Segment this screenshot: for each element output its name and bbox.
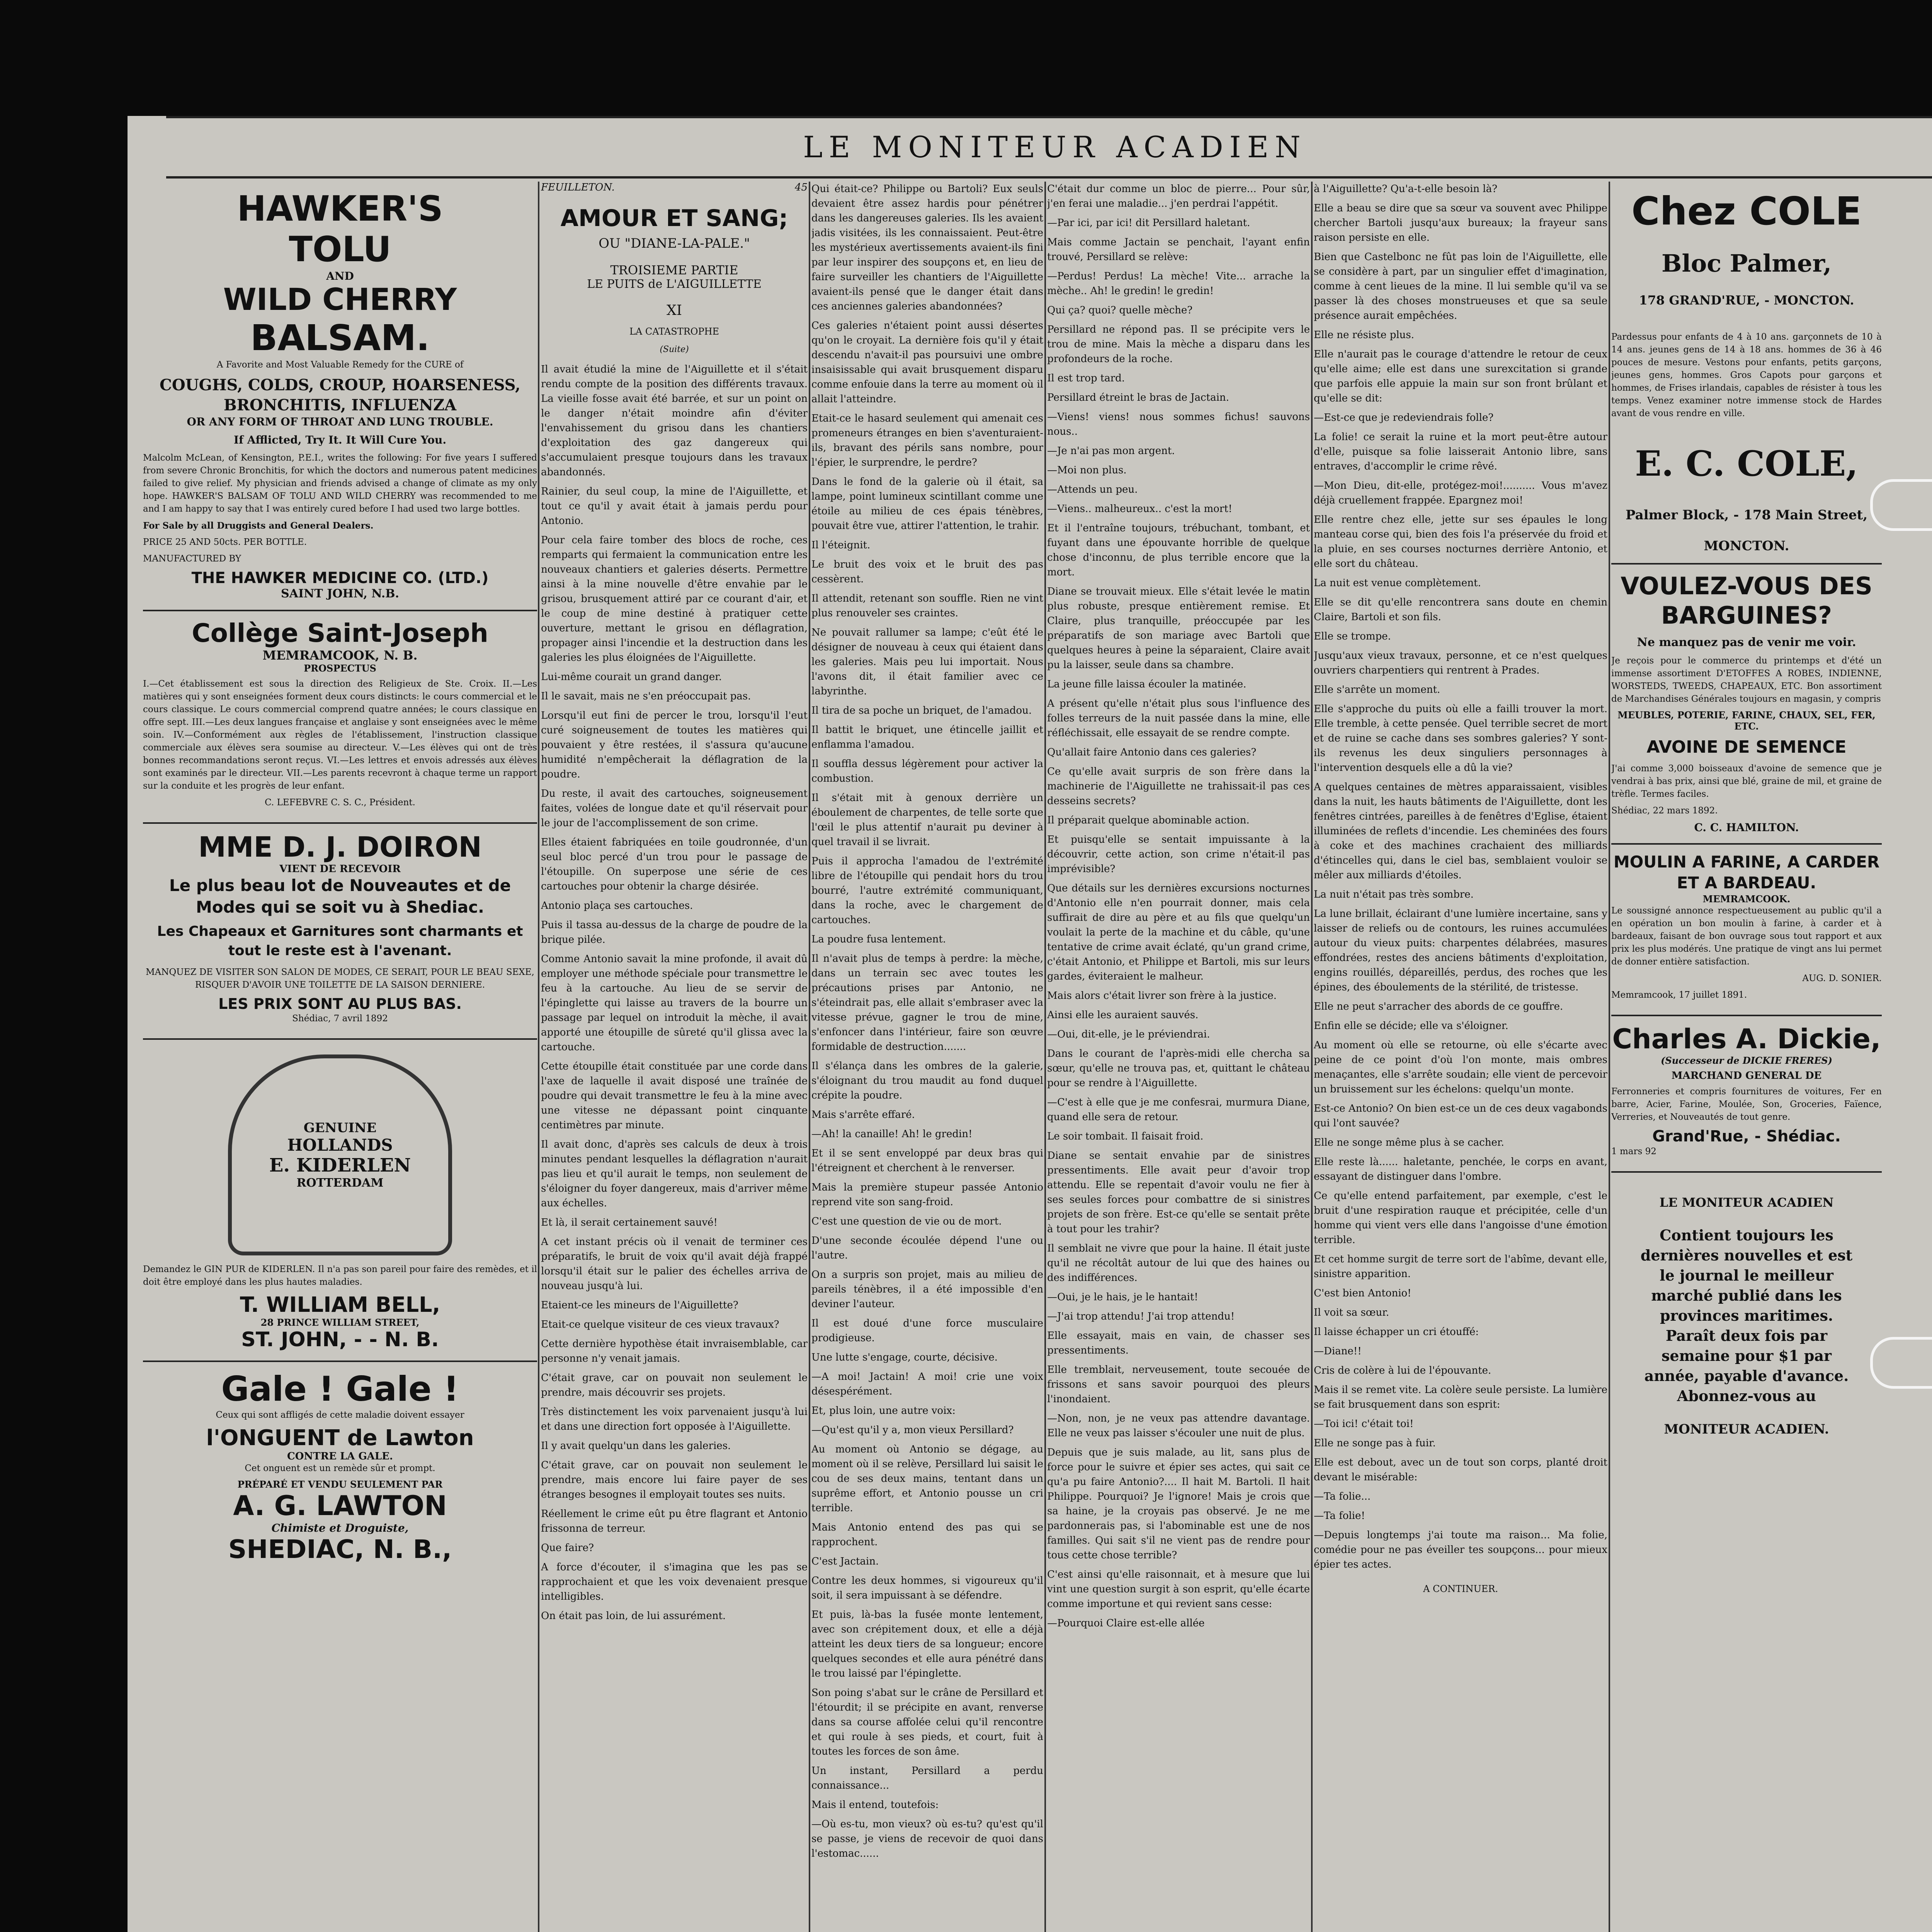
story-paragraph: Mais la première stupeur passée Antonio reprend vite son sang-froid. bbox=[811, 1182, 1043, 1208]
story-paragraph: Etaient-ce les mineurs de l'Aiguillette? bbox=[541, 1299, 738, 1311]
story-paragraph: Il avait donc, d'après ses calculs de deux à trois minutes pendant lesquelles la déflagration n'aurait pas lieu et qu'il aurait le temps, non seulement de s'éloigner du foyer dangereux, mais d'arriver même aux échelles. bbox=[541, 1139, 808, 1209]
story-paragraph: Persillard étreint le bras de Jactain. bbox=[1047, 392, 1229, 403]
story-paragraph: Diane se sentait envahie par de sinistres pressentiments. Elle avait peur d'avoir trop attendu. Elle se repentait d'avoir voulu ne fier à ses seules forces pour combattre de si sinistres projets de son frère. Est-ce qu'elle se sentait prête à tout pour les trahir? bbox=[1047, 1150, 1310, 1235]
moniteur-title2: MONITEUR ACADIEN. bbox=[1664, 1422, 1829, 1437]
college-prospectus: PROSPECTUS bbox=[304, 663, 376, 674]
story-paragraph: Il battit le briquet, une étincelle jaillit et enflamma l'amadou. bbox=[811, 724, 1043, 750]
gin-addr: 28 PRINCE WILLIAM STREET, bbox=[260, 1317, 420, 1328]
masthead: LE MONITEUR ACADIEN bbox=[166, 116, 1932, 179]
dickie-ad bbox=[1611, 1016, 1882, 1173]
story-text bbox=[811, 182, 1043, 1861]
story-paragraph: La poudre fusa lentement. bbox=[811, 934, 946, 945]
dickie-body: Ferronneries et compris fournitures de voitures, Fer en barre, Acier, Farine, Moulée, Son, Groceries, Faïence, Verreries, et Nouveautés de tout genre. bbox=[1611, 1087, 1882, 1122]
story-paragraph: Rainier, du seul coup, la mine de l'Aiguillette, et tout ce qu'il y avait était à jamais perdu pour Antonio. bbox=[541, 486, 808, 527]
story-paragraph: C'était grave, car on pouvait non seulement le prendre, mais découvrir ses projets. bbox=[541, 1372, 808, 1398]
doiron-ad bbox=[143, 824, 537, 1040]
story-paragraph: Elle reste là...... haletante, penchée, le corps en avant, essayant de distinguer dans l'ombre. bbox=[1314, 1156, 1607, 1182]
cole-t1: Chez COLE bbox=[1631, 189, 1862, 234]
story-paragraph: —Oui, je le hais, je le hantait! bbox=[1047, 1291, 1198, 1303]
barg-date: Shédiac, 22 mars 1892. bbox=[1611, 806, 1718, 816]
story-paragraph: Et il l'entraîne toujours, trébuchant, tombant, et fuyant dans une épouvante horrible de quelque chose d'inconnu, de plus terrible encore que la mort. bbox=[1047, 522, 1310, 578]
feuilleton-column bbox=[1314, 182, 1607, 1932]
doiron-l3: MANQUEZ DE VISITER SON SALON DE MODES, CE SERAIT, POUR LE BEAU SEXE, RISQUER D'AVOIR UNE TOILETTE DE LA SAISON DERNIERE. bbox=[146, 967, 534, 990]
logo-hollands: HOLLANDS bbox=[287, 1136, 393, 1155]
story-paragraph: Elle se trompe. bbox=[1314, 631, 1391, 642]
hawker-mfd: MANUFACTURED BY bbox=[143, 554, 242, 564]
story-paragraph: Très distinctement les voix parvenaient jusqu'à lui et dans une direction fort opposée à l'Aiguillette. bbox=[541, 1406, 808, 1432]
story-paragraph: Etait-ce quelque visiteur de ces vieux travaux? bbox=[541, 1319, 779, 1330]
story-paragraph: —Toi ici! c'était toi! bbox=[1314, 1418, 1414, 1430]
dickie-role: MARCHAND GENERAL DE bbox=[1671, 1070, 1822, 1082]
hawker-title1: HAWKER'S bbox=[237, 189, 443, 229]
story-paragraph: Au moment où elle se retourne, où elle s'écarte avec peine de ce point d'où l'on monte, mais ombres menaçantes, elle s'arrête soudain; elle vient de percevoir un bruissement sur les échelons: quelqu'un monte. bbox=[1314, 1039, 1607, 1095]
story-paragraph: Elle ne songe pas à fuir. bbox=[1314, 1437, 1436, 1449]
story-paragraph: Elle ne songe même plus à se cacher. bbox=[1314, 1137, 1504, 1148]
story-paragraph: Il le savait, mais ne s'en préoccupait pas. bbox=[541, 690, 751, 702]
feuilleton-column bbox=[1047, 182, 1310, 1932]
story-paragraph: —Ta folie! bbox=[1314, 1510, 1365, 1522]
story-paragraph: D'une seconde écoulée dépend l'une ou l'autre. bbox=[811, 1235, 1043, 1261]
story-paragraph: Il est doué d'une force musculaire prodigieuse. bbox=[811, 1318, 1043, 1344]
story-paragraph: Ce qu'elle entend parfaitement, par exemple, c'est le bruit d'une respiration rauque et précipitée, celle d'un homme qui vient vers elle dans l'angoisse d'une émotion terrible. bbox=[1314, 1190, 1607, 1246]
story-paragraph: Elle n'aurait pas le courage d'attendre le retour de ceux qu'elle aime; elle est dans une surexcitation si grande que parfois elle appuie la main sur son front brûlant et qu'elle se dit: bbox=[1314, 349, 1607, 404]
barg-avoine: AVOINE DE SEMENCE bbox=[1646, 737, 1847, 757]
barguines-ad bbox=[1611, 565, 1882, 845]
kiderlen-heart-logo bbox=[228, 1054, 452, 1255]
story-paragraph: —Je n'ai pas mon argent. bbox=[1047, 445, 1175, 457]
story-paragraph: Elle s'approche du puits où elle a failli trouver la mort. Elle tremble, à cette pensée. Quel terrible secret de mort et de ruine se cache dans ses sombres galeries? Y sont-ils revenus les deux singuliers personnages à l'intervention desquels elle a dû la vie? bbox=[1314, 703, 1607, 774]
story-paragraph: Elle essayait, mais en vain, de chasser ses pressentiments. bbox=[1047, 1330, 1310, 1356]
story-paragraph: Et cet homme surgit de terre sort de l'abîme, devant elle, sinistre apparition. bbox=[1314, 1253, 1607, 1280]
story-paragraph: Il tira de sa poche un briquet, de l'amadou. bbox=[811, 705, 1032, 716]
moulin-body: Le soussigné annonce respectueusement au public qu'il a en opération un bon moulin à farine, à carder et à bardeaux, faisant de bon ouvrage sous tout rapport et aux prix les plus modérés. Une pratique de vingt ans lui permet de donner entière satisfaction. bbox=[1611, 906, 1882, 967]
story-paragraph: —C'est à elle que je me confesrai, murmura Diane, quand elle sera de retour. bbox=[1047, 1097, 1310, 1123]
story-paragraph: Son poing s'abat sur le crâne de Persillard et l'étourdit; il se précipite en avant, renverse dans sa course affolée celui qu'il rencontre et qui roule à ses pieds, et court, fuit à toutes les forces de son âme. bbox=[811, 1687, 1043, 1757]
story-paragraph: Dans le courant de l'après-midi elle chercha sa sœur, qu'elle ne trouva pas, et, quittant le château pour se rendre à l'Aiguillette. bbox=[1047, 1048, 1310, 1089]
moniteur-title: LE MONITEUR ACADIEN bbox=[1659, 1195, 1834, 1210]
story-paragraph: On était pas loin, de lui assurément. bbox=[541, 1610, 726, 1622]
column-rule bbox=[1311, 182, 1313, 1932]
cole-addr: Palmer Block, - 178 Main Street, bbox=[1625, 507, 1868, 523]
story-paragraph: à l'Aiguillette? Qu'a-t-elle besoin là? bbox=[1314, 183, 1498, 195]
story-paragraph: Il n'avait plus de temps à perdre: la mèche, dans un terrain sec avec toutes les précautions prises par Antonio, ne s'éteindrait pas, elle allait s'embraser avec la vitesse prévue, gagner le trou de mine, s'enfoncer dans l'intérieur, faire son œuvre formidable de destruction....... bbox=[811, 953, 1043, 1053]
hawker-and: AND bbox=[326, 270, 354, 282]
story-paragraph: Du reste, il avait des cartouches, soigneusement faites, volées de longue date et qu'il réservait pour le jour de l'accomplissement de son crime. bbox=[541, 788, 808, 829]
story-paragraph: —J'ai trop attendu! J'ai trop attendu! bbox=[1047, 1311, 1235, 1322]
story-paragraph: Il semblait ne vivre que pour la haine. Il était juste qu'il ne récoltât autour de lui que des haines ou des indifférences. bbox=[1047, 1243, 1310, 1284]
story-paragraph: A présent qu'elle n'était plus sous l'influence des folles terreurs de la nuit passée dans la mine, elle réfléchissait, elle essayait de se rendre compte. bbox=[1047, 698, 1310, 739]
gale-role: Chimiste et Droguiste, bbox=[271, 1522, 409, 1534]
story-title: AMOUR ET SANG; bbox=[560, 205, 788, 232]
story-paragraph: Comme Antonio savait la mine profonde, il avait dû employer une méthode spéciale pour transmettre le feu à la cartouche. Au lieu de se servir de l'épinglette qui laisse au travers de la bourre un passage par lequel on introduit la mèche, il avait apporté une étoupille de sûreté qu'il glissa avec la cartouche. bbox=[541, 953, 808, 1053]
doiron-l2: Les Chapeaux et Garnitures sont charmants et tout le reste est à l'avenant. bbox=[157, 923, 523, 959]
story-paragraph: Il s'élança dans les ombres de la galerie, s'éloignant du trou maudit au fond duquel crépite la poudre. bbox=[811, 1060, 1043, 1101]
story-paragraph: Est-ce Antonio? On bien est-ce un de ces deux vagabonds qui l'ont sauvée? bbox=[1314, 1103, 1607, 1129]
dickie-addr: Grand'Rue, - Shédiac. bbox=[1652, 1128, 1841, 1145]
story-paragraph: Jusqu'aux vieux travaux, personne, et ce n'est quelques ouvriers charpentiers qui rentrent à Prades. bbox=[1314, 650, 1607, 676]
story-paragraph: C'était grave, car on pouvait non seulement le prendre, mais encore lui faire payer de ses étranges besognes il employait toutes ses nuits. bbox=[541, 1459, 808, 1500]
story-text bbox=[1047, 182, 1310, 1631]
story-paragraph: Le bruit des voix et le bruit des pas cessèrent. bbox=[811, 559, 1043, 585]
chapter-title: LA CATASTROPHE bbox=[629, 326, 719, 337]
hawker-testimony: Malcolm McLean, of Kensington, P.E.I., writes the following: For five years I suffered from severe Chronic Bronchitis, for which the doctors and numerous patent medicines failed to give relief. My physician and friends advised a change of climate as my only hope. HAWKER'S BALSAM OF TOLU AND WILD CHERRY was recommended to me and I am happy to say that I was entirely cured before I had used two large bottles. bbox=[143, 453, 537, 514]
story-paragraph: La folie! ce serait la ruine et la mort peut-être autour d'elle, puisque sa folie laisserait Antonio libre, sans entraves, d'accomplir le crime rêvé. bbox=[1314, 431, 1607, 472]
hawker-sale: For Sale by all Druggists and General Dealers. bbox=[143, 520, 374, 531]
cole-ad bbox=[1611, 182, 1882, 565]
moulin-place: MEMRAMCOOK. bbox=[1702, 893, 1791, 905]
continuer-note: A CONTINUER. bbox=[1423, 1583, 1498, 1594]
cole-t3: 178 GRAND'RUE, - MONCTON. bbox=[1639, 293, 1854, 308]
story-paragraph: A cet instant précis où il venait de terminer ces préparatifs, le bruit de voix qu'il avait déjà frappé lorsqu'il était sur le palier des échelles arriva de nouveau jusqu'à lui. bbox=[541, 1236, 808, 1292]
barg-title: VOULEZ-VOUS DES BARGUINES? bbox=[1621, 572, 1872, 629]
story-paragraph: Cette dernière hypothèse était invraisemblable, car personne n'y venait jamais. bbox=[541, 1338, 808, 1364]
story-paragraph: Et là, il serait certainement sauvé! bbox=[541, 1217, 718, 1228]
college-ad bbox=[143, 611, 537, 824]
barg-items: MEUBLES, POTERIE, FARINE, CHAUX, SEL, FER, ETC. bbox=[1617, 709, 1876, 732]
story-paragraph: Mais alors c'était livrer son frère à la justice. bbox=[1047, 990, 1277, 1002]
moulin-title: MOULIN A FARINE, A CARDER ET A BARDEAU. bbox=[1613, 852, 1880, 892]
story-paragraph: —Ah! la canaille! Ah! le gredin! bbox=[811, 1128, 973, 1140]
story-paragraph: Bien que Castelbonc ne fût pas loin de l'Aiguillette, elle se considère à part, par un singulier effet d'imagination, comme à cent lieues de la mine. Il lui semble qu'il va se passer là des choses monstrueuses et que sa seule présence aurait empêchées. bbox=[1314, 251, 1607, 321]
story-paragraph: Ces galeries n'étaient point aussi désertes qu'on le croyait. La dernière fois qu'il y était descendu n'avait-il pas poursuivi une ombre insaisissable qui avait brusquement disparu comme enfouie dans la terre au moment où il allait l'atteindre. bbox=[811, 320, 1043, 405]
story-paragraph: —Attends un peu. bbox=[1047, 484, 1138, 495]
story-paragraph: Au moment où Antonio se dégage, au moment où il se relève, Persillard lui saisit le cou de ses deux mains, tentant dans un suprême effort, et Antonio pousse un cri terrible. bbox=[811, 1444, 1043, 1514]
story-paragraph: Il l'éteignit. bbox=[811, 539, 871, 551]
story-paragraph: C'est ainsi qu'elle raisonnait, et à mesure que lui vint une question surgit à son esprit, qu'elle écarte comme importune et qui revient sans cesse: bbox=[1047, 1569, 1310, 1610]
story-subtitle: OU "DIANE-LA-PALE." bbox=[599, 236, 750, 251]
story-paragraph: Un instant, Persillard a perdu connaissance... bbox=[811, 1765, 1043, 1791]
story-paragraph: —Diane!! bbox=[1314, 1345, 1362, 1357]
story-paragraph: Puis il tassa au-dessus de la charge de poudre de la brique pilée. bbox=[541, 919, 808, 946]
college-body: I.—Cet établissement est sous la direction des Religieux de Ste. Croix. II.—Les matières qui y sont enseignées forment deux cours distincts: le cours commercial et le cours classique. Le cours commercial comprend quatre années; le cours classique en offre sept. III.—Les deux langues française et anglaise y sont enseignées avec le même soin. IV.—Conformément aux règles de l'établissement, l'instruction classique commerciale aux élèves sera soumise au directeur. V.—Les élèves qui ont de très bonnes recommandations seront reçus. VI.—Les lettres et envois adressés aux élèves sont examinés par le directeur. VII.—Les parents recevront à chaque terme un rapport sur la conduite et les progrès de leur enfant. bbox=[143, 679, 537, 791]
story-paragraph: —A moi! Jactain! A moi! crie une voix désespérément. bbox=[811, 1371, 1043, 1397]
cole-body: Pardessus pour enfants de 4 à 10 ans. garçonnets de 10 à 14 ans. jeunes gens de 14 à 18 ans. hommes de 36 à 46 pouces de mesure. Vestons pour enfants, petits garçons, jeunes gens, hommes. Gros Capots pour garçons et hommes, de Frises irlandais, capables de résister à tous les temps. Venez examiner notre immense stock de Hardes avant de vous rendre en ville. bbox=[1611, 332, 1882, 418]
barg-body: Je reçois pour le commerce du printemps et d'été un immense assortiment D'ETOFFES A ROBES, INDIENNE, WORSTEDS, TWEEDS, CHAPEAUX, ETC. Bon assortiment de Marchandises Générales toujours en magasin, y compris bbox=[1611, 656, 1882, 704]
hawker-ad bbox=[143, 182, 537, 611]
story-paragraph: Il préparait quelque abominable action. bbox=[1047, 815, 1250, 826]
story-paragraph: Persillard ne répond pas. Il se précipite vers le trou de mine. Mais la mèche a disparu dans les profondeurs de la roche. bbox=[1047, 324, 1310, 365]
hawker-sub: A Favorite and Most Valuable Remedy for the CURE of bbox=[216, 360, 464, 370]
story-paragraph: C'est une question de vie ou de mort. bbox=[811, 1216, 1002, 1227]
story-paragraph: Elle a beau se dire que sa sœur va souvent avec Philippe chercher Bartoli jusqu'aux bureaux; la frayeur sans raison persiste en elle. bbox=[1314, 202, 1607, 243]
story-paragraph: Il est trop tard. bbox=[1047, 372, 1125, 384]
binder-ring bbox=[1870, 479, 1932, 531]
story-paragraph: Lorsqu'il eut fini de percer le trou, lorsqu'il l'eut curé soigneusement de toutes les matières qui pouvaient y être restées, il s'assura qu'aucune humidité n'empêcherait la déflagration de la poudre. bbox=[541, 710, 808, 780]
binder-ring bbox=[1870, 1337, 1932, 1389]
doiron-recv: VIENT DE RECEVOIR bbox=[279, 863, 401, 875]
story-paragraph: La nuit est venue complètement. bbox=[1314, 577, 1481, 589]
story-paragraph: —Mon Dieu, dit-elle, protégez-moi!.......... Vous m'avez déjà cruellement frappée. Epargnez moi! bbox=[1314, 480, 1607, 506]
story-paragraph: Lui-même courait un grand danger. bbox=[541, 671, 722, 683]
column-rule bbox=[1044, 182, 1046, 1932]
story-paragraph: Il s'était mit à genoux derrière un éboulement de charpentes, de telle sorte que l'œil le plus attentif n'aurait pu deviner à quel travail il se livrait. bbox=[811, 792, 1043, 848]
story-paragraph: Elle tremblait, nerveusement, toute secouée de frissons et sans savoir pourquoi des pleurs l'inondaient. bbox=[1047, 1364, 1310, 1405]
story-paragraph: A quelques centaines de mètres apparaissaient, visibles dans la nuit, les hauts bâtiments de l'Aiguillette, dont les fenêtres cintrées, pareilles à de fenêtres d'Eglise, étaient illuminées de reflets d'incendie. Les cheminées des fours à coke et des machines crachaient des milliards d'étincelles qui, dans le ciel bas, semblaient vouloir se mêler aux milliards d'étoiles. bbox=[1314, 781, 1607, 881]
story-paragraph: Que faire? bbox=[541, 1542, 594, 1554]
story-paragraph: Puis il approcha l'amadou de l'extrémité libre de l'étoupille qui pendait hors du trou bourré, l'autre extrémité communiquant, dans la roche, avec le chargement de cartouches. bbox=[811, 855, 1043, 926]
moulin-sign: AUG. D. SONIER. bbox=[1802, 973, 1882, 983]
gale-contre: CONTRE LA GALE. bbox=[287, 1451, 393, 1462]
story-paragraph: Ce qu'elle avait surpris de son frère dans la machinerie de l'Aiguillette ne trahissait-il pas ces desseins secrets? bbox=[1047, 766, 1310, 807]
story-paragraph: Mais s'arrête effaré. bbox=[811, 1109, 915, 1121]
column-rule bbox=[538, 182, 539, 1932]
moniteur-ad bbox=[1611, 1173, 1882, 1446]
story-paragraph: Dans le fond de la galerie où il était, sa lampe, point lumineux scintillant comme une étoile au milieu de ces épais ténèbres, pouvait être vue, attirer l'attention, le trahir. bbox=[811, 476, 1043, 532]
story-paragraph: Il laisse échapper un cri étouffé: bbox=[1314, 1326, 1479, 1338]
story-paragraph: Elle se dit qu'elle rencontrera sans doute en chemin Claire, Bartoli et son fils. bbox=[1314, 597, 1607, 623]
hawker-or: OR ANY FORM OF THROAT AND LUNG TROUBLE. bbox=[187, 415, 493, 428]
gale-d1: Ceux qui sont affligés de cette maladie doivent essayer bbox=[216, 1410, 464, 1420]
story-paragraph: Le soir tombait. Il faisait froid. bbox=[1047, 1131, 1204, 1142]
gin-ad bbox=[143, 1040, 537, 1362]
hawker-price: PRICE 25 AND 50cts. PER BOTTLE. bbox=[143, 537, 307, 547]
logo-rotterdam: ROTTERDAM bbox=[296, 1176, 384, 1190]
story-paragraph: Et, plus loin, une autre voix: bbox=[811, 1405, 956, 1417]
gale-prod: l'ONGUENT de Lawton bbox=[206, 1425, 474, 1451]
story-paragraph: —Oui, dit-elle, je le préviendrai. bbox=[1047, 1029, 1210, 1040]
story-paragraph: Il avait étudié la mine de l'Aiguillette et il s'était rendu compte de la position des différents travaux. La vieille fosse avait été barrée, et sur un point on le danger n'était moindre afin d'éviter l'envahissement du grisou dans les chantiers d'exploitation des gaz dangereux qui s'accumulaient presque toujours dans les travaux abandonnés. bbox=[541, 364, 808, 478]
story-paragraph: On a surpris son projet, mais au milieu de pareils ténèbres, il a été impossible d'en deviner l'auteur. bbox=[811, 1269, 1043, 1310]
story-paragraph: Il voit sa sœur. bbox=[1314, 1307, 1389, 1318]
logo-genuine: GENUINE bbox=[303, 1120, 377, 1136]
gale-title: Gale ! Gale ! bbox=[221, 1369, 459, 1409]
story-paragraph: —Non, non, je ne veux pas attendre davantage. Elle ne veux pas laisser s'écouler une nuit de plus. bbox=[1047, 1413, 1310, 1439]
column-rule bbox=[809, 182, 810, 1932]
story-paragraph: —Où es-tu, mon vieux? où es-tu? qu'est qu'il se passe, je viens de recevoir de quoi dans l'estomac...... bbox=[811, 1818, 1043, 1859]
story-paragraph: Elle ne résiste plus. bbox=[1314, 329, 1414, 341]
college-sign: C. LEFEBVRE C. S. C., Président. bbox=[265, 798, 415, 808]
story-paragraph: Et puis, là-bas la fusée monte lentement, avec son crépitement doux, et elle a déjà atteint les deux tiers de sa longueur; encore quelques secondes et elle aura pénétré dans le trou laissé par l'épinglette. bbox=[811, 1609, 1043, 1679]
story-paragraph: Antonio plaça ses cartouches. bbox=[541, 900, 693, 912]
story-paragraph: Il y avait quelqu'un dans les galeries. bbox=[541, 1440, 731, 1452]
hawker-title4: BALSAM. bbox=[250, 317, 430, 359]
college-place: MEMRAMCOOK, N. B. bbox=[262, 648, 418, 663]
dickie-succ: (Successeur de DICKIE FRERES) bbox=[1661, 1055, 1832, 1066]
ads-column-right bbox=[1611, 182, 1882, 1932]
cole-name: E. C. COLE, bbox=[1635, 443, 1858, 484]
gale-d2: Cet onguent est un remède sûr et prompt. bbox=[245, 1463, 435, 1473]
story-text bbox=[1314, 182, 1607, 1572]
story-paragraph: —Ta folie... bbox=[1314, 1491, 1371, 1502]
hawker-title3: WILD CHERRY bbox=[223, 282, 457, 317]
story-paragraph: A force d'écouter, il s'imagina que les pas se rapprochaient et que les voix devenaient presque intelligibles. bbox=[541, 1561, 808, 1602]
story-paragraph: —Par ici, par ici! dit Persillard haletant. bbox=[1047, 217, 1250, 229]
story-paragraph: Mais Antonio entend des pas qui se rapprochent. bbox=[811, 1522, 1043, 1548]
ads-column bbox=[143, 182, 537, 1932]
cole-city: MONCTON. bbox=[1704, 538, 1789, 554]
moulin-ad bbox=[1611, 845, 1882, 1016]
story-paragraph: Elle rentre chez elle, jette sur ses épaules le long manteau corse qui, bien des fois l'a préservée du froid et la pluie, en ses courses nocturnes derrière Antonio, et elle sort du château. bbox=[1314, 514, 1607, 570]
story-paragraph: —Viens.. malheureux.. c'est la mort! bbox=[1047, 503, 1233, 515]
story-paragraph: Diane se trouvait mieux. Elle s'était levée le matin plus robuste, presque entièrement remise. Et Claire, plus tranquille, préoccupée par les préparatifs de son mariage avec Bartoli que quelques heures à peine la séparaient, Claire avait pu la laisser, seule dans sa chambre. bbox=[1047, 586, 1310, 671]
story-paragraph: —Perdus! Perdus! La mèche! Vite... arrache la mèche.. Ah! le gredin! le gredin! bbox=[1047, 270, 1310, 297]
story-paragraph: —Depuis longtemps j'ai toute ma raison... Ma folie, comédie pour ne pas éveiller tes soupçons... pour mieux épier tes actes. bbox=[1314, 1529, 1607, 1570]
gin-seller: T. WILLIAM BELL, bbox=[240, 1293, 440, 1317]
hawker-title2: TOLU bbox=[289, 229, 391, 270]
doiron-date: Shédiac, 7 avril 1892 bbox=[292, 1014, 388, 1024]
hawker-city: SAINT JOHN, N.B. bbox=[281, 587, 399, 600]
hawker-co: THE HAWKER MEDICINE CO. (LTD.) bbox=[191, 569, 489, 587]
gale-name: A. G. LAWTON bbox=[233, 1490, 447, 1522]
dickie-date: 1 mars 92 bbox=[1611, 1146, 1656, 1156]
gale-city: SHEDIAC, N. B., bbox=[228, 1534, 452, 1564]
story-paragraph: Depuis que je suis malade, au lit, sans plus de force pour le suivre et épier ses actes, qui sait ce qu'a pu faire Antonio?.... Il hait M. Bartoli. Il hait Philippe. Pourquoi? Je l'ignore! Mais je crois que sa haine, je la croyais pas observé. Je ne me pardonnerais pas, si l'abominable est une de nos familles. Qui sait s'il ne vient pas de rendre pour tous cette chose terrible? bbox=[1047, 1447, 1310, 1561]
story-paragraph: Et il se sent enveloppé par deux bras qui l'étreignent et cherchent à le renverser. bbox=[811, 1148, 1043, 1174]
story-paragraph: —Pourquoi Claire est-elle allée bbox=[1047, 1617, 1205, 1629]
story-paragraph: Contre les deux hommes, si vigoureux qu'il soit, il sera impuissant à se défendre. bbox=[811, 1575, 1043, 1601]
barg-sub: Ne manquez pas de venir me voir. bbox=[1637, 636, 1856, 649]
barg-avbody: J'ai comme 3,000 boisseaux d'avoine de semence que je vendrai à bas prix, ainsi que blé, graine de mil, et graine de trèfle. Termes faciles. bbox=[1611, 764, 1882, 799]
doiron-l1: Le plus beau lot de Nouveautes et de Modes qui se soit vu à Shediac. bbox=[169, 876, 511, 917]
story-paragraph: Il attendit, retenant son souffle. Rien ne vint plus renouveler ses craintes. bbox=[811, 593, 1043, 619]
chapter-number: XI bbox=[667, 303, 682, 318]
hawker-ills: COUGHS, COLDS, CROUP, HOARSENESS, BRONCHITIS, INFLUENZA bbox=[160, 376, 520, 414]
story-paragraph: Qui ça? quoi? quelle mèche? bbox=[1047, 304, 1193, 316]
story-paragraph: Etait-ce le hasard seulement qui amenait ces promeneurs étranges en bien s'aventuraient-ils, bravant des périls sans nombre, pour l'épier, le surprendre, le perdre? bbox=[811, 413, 1043, 468]
story-paragraph: Cette étoupille était constituée par une corde dans l'axe de laquelle il avait disposé une traînée de poudre qui devait transmettre le feu à la mine avec une vitesse ne dépassant point cinquante centimètres par minute. bbox=[541, 1061, 808, 1131]
feuilleton-label: FEUILLETON. bbox=[541, 182, 615, 193]
college-title: Collège Saint-Joseph bbox=[192, 618, 488, 648]
story-paragraph: Elle s'arrête un moment. bbox=[1314, 684, 1440, 696]
story-paragraph: Enfin elle se décide; elle va s'éloigner. bbox=[1314, 1020, 1509, 1032]
logo-kiderlen: E. KIDERLEN bbox=[269, 1155, 411, 1176]
story-paragraph: C'est bien Antonio! bbox=[1314, 1287, 1412, 1299]
story-paragraph: Une lutte s'engage, courte, décisive. bbox=[811, 1352, 998, 1363]
barg-sign: C. C. HAMILTON. bbox=[1694, 821, 1799, 834]
story-text bbox=[541, 362, 808, 1623]
story-paragraph: Et puisqu'elle se sentait impuissante à la découvrir, cette action, son crime n'était-il pas imprévisible? bbox=[1047, 834, 1310, 875]
story-paragraph: —Viens! viens! nous sommes fichus! sauvons nous.. bbox=[1047, 411, 1310, 437]
cole-t2: Bloc Palmer, bbox=[1661, 249, 1832, 277]
story-paragraph: Ne pouvait rallumer sa lampe; c'eût été le désigner de nouveau à ceux qui étaient dans les galeries. Mais peu lui importait. Nous l'avons dit, il était familier avec ce labyrinthe. bbox=[811, 627, 1043, 697]
story-paragraph: Elles étaient fabriquées en toile goudronnée, d'un seul bloc percé d'un trou pour le passage de l'étoupille. On superpose une série de ces cartouches pour obtenir la charge désirée. bbox=[541, 837, 808, 892]
story-paragraph: C'est Jactain. bbox=[811, 1556, 879, 1567]
gale-prep: PRÉPARÉ ET VENDU SEULEMENT PAR bbox=[237, 1479, 443, 1490]
story-paragraph: Mais il entend, toutefois: bbox=[811, 1799, 939, 1811]
gin-desc: Demandez le GIN PUR de KIDERLEN. Il n'a pas son pareil pour faire des remèdes, et il doit être employé dans les plus hautes maladies. bbox=[143, 1264, 537, 1287]
gin-city: ST. JOHN, - - N. B. bbox=[241, 1328, 439, 1351]
story-part: TROISIEME PARTIE bbox=[610, 263, 738, 277]
story-paragraph: La lune brillait, éclairant d'une lumière incertaine, sans y laisser de reliefs ou de contours, les ruines accumulées autour du vieux puits: charpentes délabrées, masures effondrées, restes des anciens bâtiments d'exploitation, engins rouillés, dépareillés, perdus, des roches que les épines, des éboulements de la stérilité, de tristesse. bbox=[1314, 908, 1607, 993]
story-paragraph: Mais il se remet vite. La colère seule persiste. La lumière se fait brusquement dans son esprit: bbox=[1314, 1384, 1607, 1410]
story-paragraph: C'était dur comme un bloc de pierre... Pour sûr, j'en ferai une maladie... j'en perdrai l'appétit. bbox=[1047, 183, 1310, 209]
story-paragraph: Il souffla dessus légèrement pour activer la combustion. bbox=[811, 758, 1043, 784]
story-paragraph: Qui était-ce? Philippe ou Bartoli? Eux seuls devaient être assez hardis pour pénétrer dans les dangereuses galeries. Ils les avaient jadis visitées, ils les connaissaient. Peut-être les mystérieux avertissements avaient-ils fini par leur inspirer des soupçons et, en lieu de faire surveiller les chantiers de l'Aiguillette avaient-ils pensé que le danger était dans ces anciennes galeries abandonnées? bbox=[811, 183, 1043, 312]
column-rule bbox=[1609, 182, 1610, 1932]
story-paragraph: Qu'allait faire Antonio dans ces galeries? bbox=[1047, 747, 1257, 758]
feuilleton-column bbox=[811, 182, 1043, 1932]
moulin-date: Memramcook, 17 juillet 1891. bbox=[1611, 990, 1747, 1000]
story-paragraph: Elle ne peut s'arracher des abords de ce gouffre. bbox=[1314, 1001, 1563, 1012]
moniteur-body: Contient toujours les dernières nouvelles et est le journal le meilleur marché publié dans les provinces maritimes. Paraît deux fois par semaine pour $1 par année, payable d'avance. Abonnez-vous au bbox=[1640, 1226, 1853, 1405]
story-paragraph: Elle est debout, avec un de tout son corps, planté droit devant le misérable: bbox=[1314, 1457, 1607, 1483]
story-paragraph: La nuit n'était pas très sombre. bbox=[1314, 889, 1474, 900]
story-paragraph: Ainsi elle les auraient sauvés. bbox=[1047, 1009, 1199, 1021]
story-paragraph: —Moi non plus. bbox=[1047, 464, 1127, 476]
feuilleton-column bbox=[541, 182, 808, 1932]
feuilleton-number: 45 bbox=[794, 182, 808, 193]
gale-ad bbox=[143, 1362, 537, 1573]
story-paragraph: Mais comme Jactain se penchait, l'ayant enfin trouvé, Persillard se relève: bbox=[1047, 236, 1310, 263]
hawker-try: If Afflicted, Try It. It Will Cure You. bbox=[233, 434, 447, 446]
story-paragraph: Cris de colère à lui de l'épouvante. bbox=[1314, 1365, 1492, 1376]
story-paragraph: Que détails sur les dernières excursions nocturnes d'Antonio elle n'en pourrait donner, mais cela suffirait de dire au père et au fils que quelqu'un voulait la perte de la machine et du câble, qu'une tentative de crime avait éclaté, qu'un grand crime, c'était Antonio, et Philippe et Bartoli, mis sur leurs gardes, éviteraient le malheur. bbox=[1047, 883, 1310, 982]
doiron-name: MME D. J. DOIRON bbox=[198, 831, 482, 863]
dickie-name: Charles A. Dickie, bbox=[1612, 1023, 1881, 1055]
story-part-title: LE PUITS de L'AIGUILLETTE bbox=[587, 277, 762, 291]
chapter-suite: (Suite) bbox=[660, 345, 689, 354]
story-paragraph: Pour cela faire tomber des blocs de roche, ces remparts qui fermaient la communication entre les nouveaux chantiers et galeries déserts. Permettre ainsi à la mine nouvelle d'être envahie par le grisou, brusquement attiré par ce courant d'air, et le coup de mine destiné à pratiquer cette ouverture, mettant le grisou en déflagration, propager ainsi l'incendie et la destruction dans les galeries les plus éloignées de l'Aiguillette. bbox=[541, 534, 808, 663]
doiron-l4: LES PRIX SONT AU PLUS BAS. bbox=[218, 995, 462, 1012]
story-paragraph: La jeune fille laissa écouler la matinée. bbox=[1047, 679, 1247, 690]
story-paragraph: Réellement le crime eût pu être flagrant et Antonio frissonna de terreur. bbox=[541, 1508, 808, 1534]
story-paragraph: —Est-ce que je redeviendrais folle? bbox=[1314, 412, 1494, 423]
story-paragraph: —Qu'est qu'il y a, mon vieux Persillard? bbox=[811, 1424, 1014, 1436]
